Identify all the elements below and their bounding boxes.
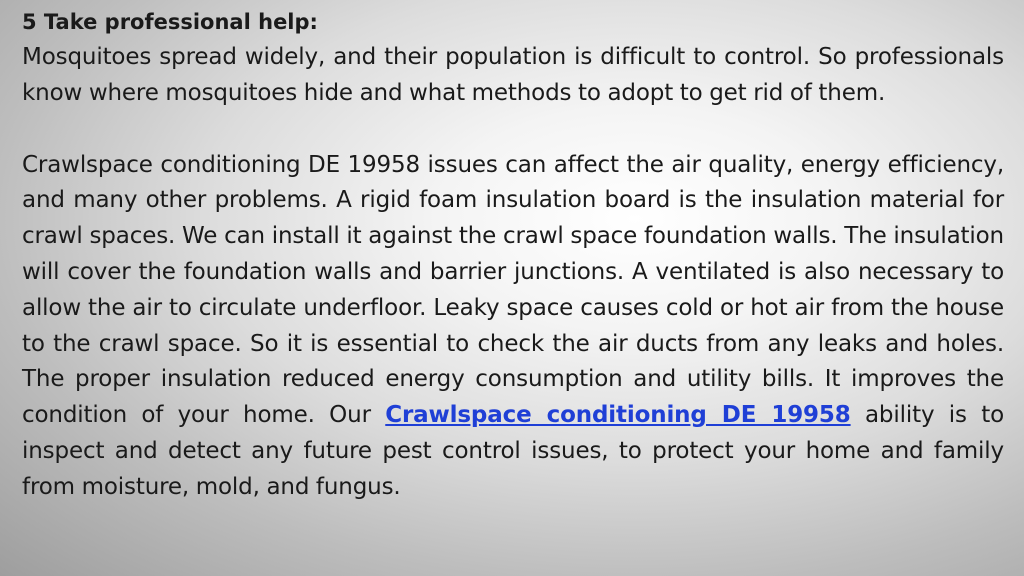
paragraph-mosquitoes: Mosquitoes spread widely, and their population is difficult to control. So professionals know where mosquitoes hide and what methods to adopt to get rid of them.: [22, 44, 1004, 106]
section-heading: 5 Take professional help:: [22, 10, 318, 34]
crawlspace-conditioning-link[interactable]: Crawlspace conditioning DE 19958: [385, 402, 851, 429]
slide-content: [22, 4, 1004, 506]
paragraph-crawlspace-text: Crawlspace conditioning DE 19958 issues can affect the air quality, energy efficiency, and many other problems. A rigid foam insulation board is the insulation material for crawl spaces. We can install it against the crawl space foundation walls. The insulation will cover the foundation walls and barrier junctions. A ventilated is also necessary to allow the air to circulate underfloor. Leaky space causes cold or hot air from the house to the crawl space. So it is essential to check the air ducts from any leaks and holes. The proper insulation reduced energy consumption and utility bills. It improves the condition of your home. Our: [22, 151, 1004, 429]
paragraph-crawlspace-tail: ability is to inspect and detect any future pest control issues, to protect your home and family from moisture, mold, and fungus.: [22, 402, 1005, 500]
paragraph-crawlspace: [22, 148, 1004, 506]
